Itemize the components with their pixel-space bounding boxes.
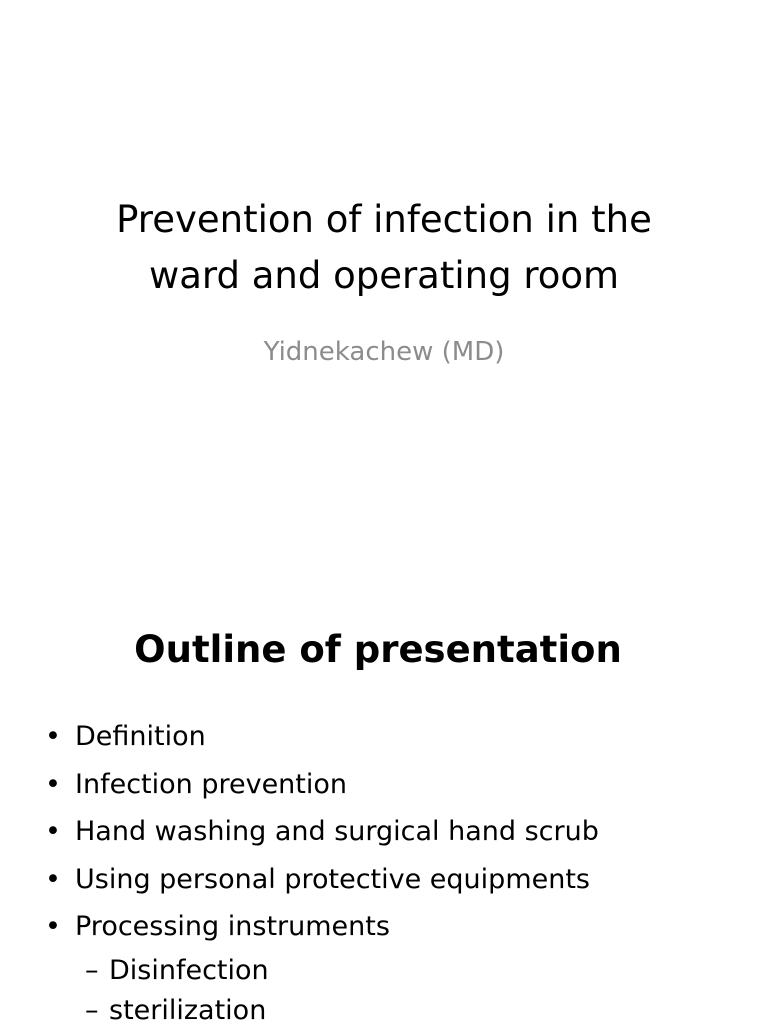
list-item-label: Infection prevention (75, 768, 348, 800)
list-item (0, 856, 768, 904)
bullet-icon: • (45, 863, 61, 895)
bullet-icon: • (45, 911, 61, 942)
sub-list-item-label: sterilization (109, 994, 267, 1024)
list-item (0, 761, 768, 809)
list-item (0, 903, 768, 951)
sub-list-item-label: Disinfection (109, 954, 269, 986)
slide-outline (0, 576, 768, 1024)
list-item (0, 713, 768, 761)
dash-icon: – (85, 954, 99, 986)
list-item (0, 808, 768, 856)
list-item-label: Definition (75, 721, 206, 752)
title-line: ward and operating room (148, 254, 620, 297)
bullet-icon: • (45, 816, 61, 847)
list-item-label: Using personal protective equipments (75, 863, 590, 895)
list-item-label: Hand washing and surgical hand scrub (75, 816, 599, 847)
presentation-title (0, 192, 768, 304)
bullet-icon: • (45, 721, 61, 752)
outline-list (0, 713, 768, 1024)
list-item-label: Processing instruments (75, 911, 390, 942)
dash-icon: – (85, 994, 99, 1024)
presenter-name: Yidnekachew (MD) (263, 337, 505, 367)
bullet-icon: • (45, 768, 61, 800)
sub-list-item (0, 951, 768, 991)
outline-title: Outline of presentation (134, 628, 622, 671)
title-line: Prevention of infection in the (116, 198, 652, 241)
sub-list-item (0, 991, 768, 1024)
